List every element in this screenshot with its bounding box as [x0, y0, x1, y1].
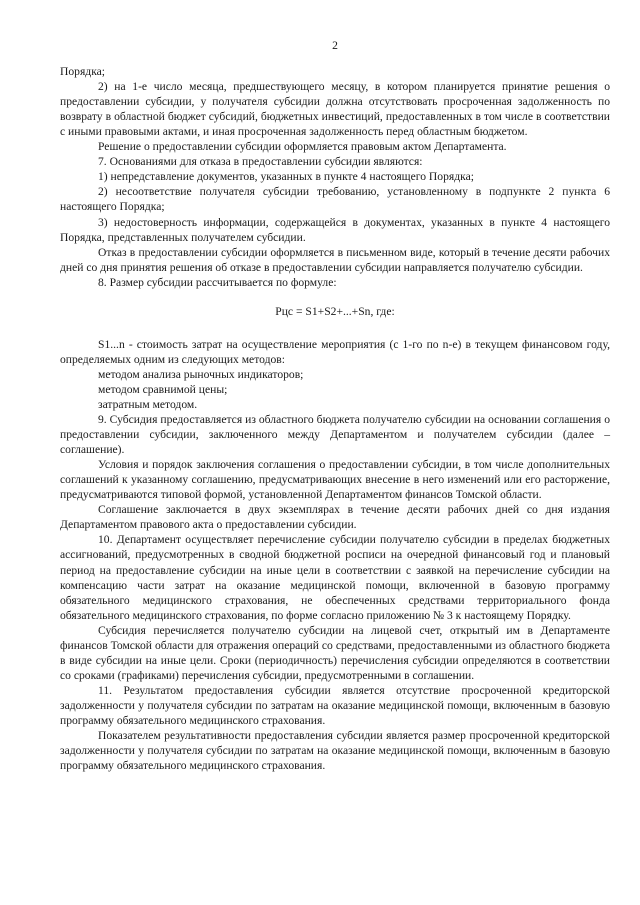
paragraph: 1) непредставление документов, указанных в пункте 4 настоящего Порядка; — [98, 170, 474, 184]
paragraph: методом анализа рыночных индикаторов; — [98, 367, 304, 381]
paragraph: Субсидия перечисляется получателю субсидии на лицевой счет, открытый им в Департаменте финансов Томской области для отражения операций со средствами, предоставленными из областного бюджета в виде субсидии на иные цели. Сроки (периодичность) перечисления субсидии определяются в соответствии со сроками (графиками) перечисления субсидии, предусмотренными в соглашении. — [60, 623, 610, 682]
paragraph: 11. Результатом предоставления субсидии является отсутствие просроченной кредиторской задолженности у получателя субсидии по затратам на оказание медицинской помощи, включенным в базовую программу обязательного медицинского страхования. — [60, 683, 610, 727]
paragraph: Показателем результативности предоставления субсидии является размер просроченной кредиторской задолженности у получателя субсидии по затратам на оказание медицинской помощи, включенным в базовую программу обязательного медицинского страхования. — [60, 729, 610, 773]
page-number: 2 — [332, 39, 338, 52]
paragraph: Решение о предоставлении субсидии оформляется правовым актом Департамента. — [98, 140, 507, 154]
paragraph: 7. Основаниями для отказа в предоставлении субсидии являются: — [98, 155, 423, 169]
body-text-after-formula — [60, 337, 610, 773]
paragraph: Порядка; — [60, 65, 106, 79]
paragraph: 3) недостоверность информации, содержащейся в документах, указанных в пункте 4 настоящего Порядка, представленных получателем субсидии. — [60, 215, 610, 244]
paragraph: S1...n - стоимость затрат на осуществление мероприятия (с 1-го по n-е) в текущем финансовом году, определяемых одним из следующих методов: — [60, 337, 610, 366]
paragraph: Отказ в предоставлении субсидии оформляется в письменном виде, который в течение десяти рабочих дней со дня принятия решения об отказе в предоставлении субсидии направляется получателю субсидии. — [60, 245, 610, 274]
paragraph: 2) несоответствие получателя субсидии требованию, установленному в подпункте 2 пункта 6 настоящего Порядка; — [60, 185, 610, 214]
paragraph: Соглашение заключается в двух экземплярах в течение десяти рабочих дней со дня издания Департаментом правового акта о предоставлении субсидии. — [60, 503, 610, 532]
subsidy-formula: Рцс = S1+S2+...+Sn, где: — [275, 304, 395, 318]
paragraph: затратным методом. — [98, 397, 198, 411]
body-text-before-formula — [60, 64, 610, 290]
paragraph: методом сравнимой цены; — [98, 382, 228, 396]
paragraph: 2) на 1-е число месяца, предшествующего месяцу, в котором планируется принятие решения о предоставлении субсидии, у получателя субсидии должна отсутствовать просроченная задолженность по возврату в областной бюджет субсидий, бюджетных инвестиций, предоставленных в том числе в соответствии с иными правовыми актами, и иная просроченная задолженность перед областным бюджетом. — [60, 80, 610, 139]
paragraph: 8. Размер субсидии рассчитывается по формуле: — [98, 275, 337, 289]
paragraph: 9. Субсидия предоставляется из областного бюджета получателю субсидии на основании соглашения о предоставлении субсидии, заключенного между Департаментом и получателем субсидии (далее – соглашение). — [60, 413, 610, 457]
paragraph: 10. Департамент осуществляет перечисление субсидии получателю субсидии в пределах бюджетных ассигнований, предусмотренных в сводной бюджетной росписи на очередной финансовый год и плановый период на предоставление субсидии на иные цели в соответствии с заявкой на перечисление субсидии на компенсацию части затрат на оказание медицинской помощи, включенной в базовую программу обязательного медицинского страхования, не обеспеченных средствами территориального фонда обязательного медицинского страхования, по форме согласно приложению № 3 к настоящему Порядку. — [60, 533, 610, 622]
paragraph: Условия и порядок заключения соглашения о предоставлении субсидии, в том числе дополнительных соглашений к указанному соглашению, предусматривающих внесение в него изменений или его расторжение, предусматриваются типовой формой, установленной Департаментом финансов Томской области. — [60, 458, 610, 502]
